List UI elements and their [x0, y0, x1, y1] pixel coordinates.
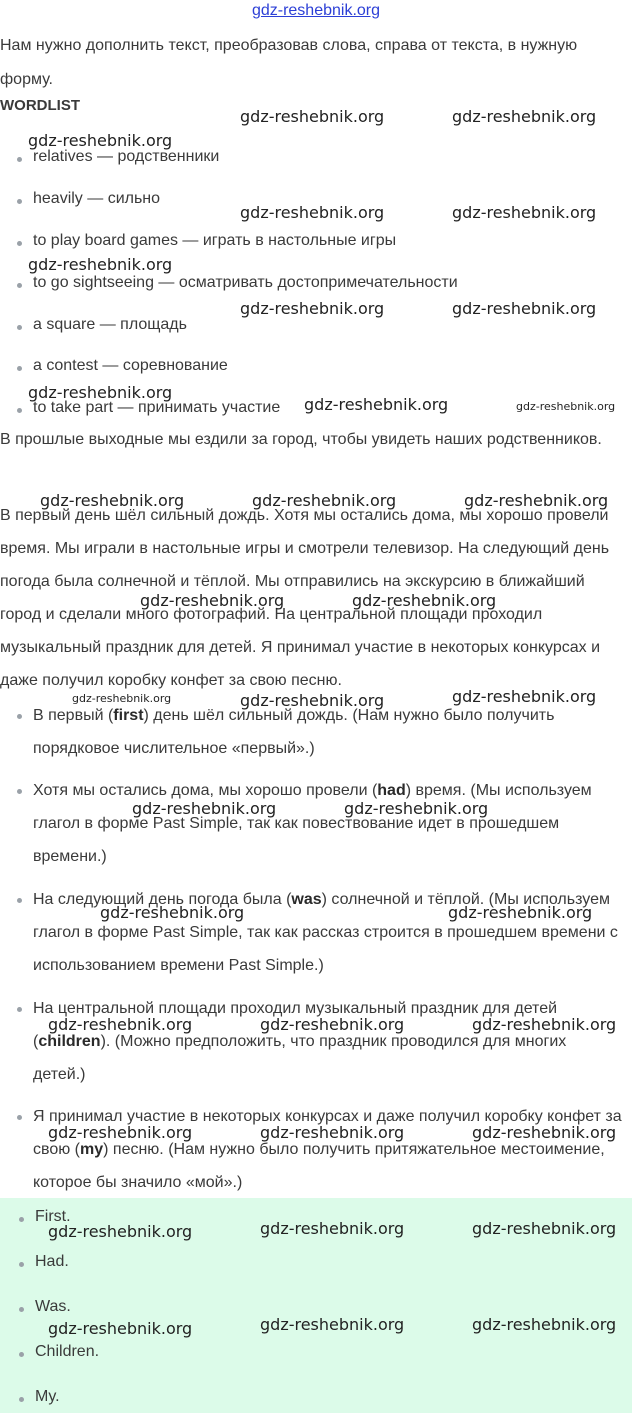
bullet-icon	[17, 898, 22, 903]
bullet-icon	[17, 1115, 22, 1120]
bullet-icon	[17, 714, 22, 719]
bullet-icon	[17, 199, 22, 204]
bullet-icon	[17, 366, 22, 371]
watermark-text: gdz-reshebnik.org	[72, 692, 172, 705]
watermark-text: gdz-reshebnik.org	[452, 203, 597, 222]
watermark-text: gdz-reshebnik.org	[304, 395, 449, 414]
answer-item: Children.	[35, 1343, 100, 1360]
wordlist-item: to take part — принимать участие	[33, 399, 281, 416]
explanation-item: Я принимал участие в некоторых конкурсах и даже получил коробку конфет за свою (my) песню. (Нам нужно было получить притяжательное местоимение, которое бы значило «мой».)	[33, 1108, 622, 1191]
watermark-text: gdz-reshebnik.org	[48, 1222, 193, 1241]
watermark-text: gdz-reshebnik.org	[452, 299, 597, 318]
story-paragraph-1: В прошлые выходные мы ездили за город, чтобы увидеть наших родственников.	[0, 431, 602, 448]
answer-item: My.	[35, 1388, 60, 1405]
answer-item: Had.	[35, 1253, 69, 1270]
bullet-icon	[19, 1217, 24, 1222]
wordlist-item: to go sightseeing — осматривать достопримечательности	[33, 274, 458, 291]
watermark-text: gdz-reshebnik.org	[28, 383, 173, 402]
wordlist-item: relatives — родственники	[33, 148, 220, 165]
watermark-text: gdz-reshebnik.org	[448, 903, 593, 922]
bullet-icon	[17, 325, 22, 330]
site-title-link[interactable]: gdz-reshebnik.org	[251, 2, 381, 19]
watermark-text: gdz-reshebnik.org	[452, 687, 597, 706]
watermark-text: gdz-reshebnik.org	[100, 903, 245, 922]
watermark-text: gdz-reshebnik.org	[516, 400, 616, 413]
bullet-icon	[19, 1352, 24, 1357]
wordlist-item: a square — площадь	[33, 316, 187, 333]
bullet-icon	[17, 241, 22, 246]
watermark-text: gdz-reshebnik.org	[472, 1315, 617, 1334]
watermark-text: gdz-reshebnik.org	[472, 1219, 617, 1238]
watermark-text: gdz-reshebnik.org	[40, 491, 185, 510]
watermark-text: gdz-reshebnik.org	[48, 1319, 193, 1338]
bullet-icon	[19, 1307, 24, 1312]
wordlist-item: to play board games — играть в настольные игры	[33, 232, 397, 249]
watermark-text: gdz-reshebnik.org	[240, 299, 385, 318]
bullet-icon	[17, 283, 22, 288]
watermark-text: gdz-reshebnik.org	[260, 1315, 405, 1334]
watermark-text: gdz-reshebnik.org	[260, 1015, 405, 1034]
bullet-icon	[19, 1262, 24, 1267]
answer-word: first	[113, 707, 144, 724]
watermark-text: gdz-reshebnik.org	[28, 131, 173, 150]
bullet-icon	[17, 789, 22, 794]
watermark-text: gdz-reshebnik.org	[260, 1123, 405, 1142]
watermark-text: gdz-reshebnik.org	[260, 1219, 405, 1238]
watermark-text: gdz-reshebnik.org	[464, 491, 609, 510]
explanation-item: На центральной площади проходил музыкальный праздник для детей (children). (Можно предположить, что праздник проводился для многих детей.)	[33, 1000, 567, 1083]
intro-text: Нам нужно дополнить текст, преобразовав слова, справа от текста, в нужную форму.	[0, 37, 578, 88]
watermark-text: gdz-reshebnik.org	[452, 107, 597, 126]
story-paragraph-2: В первый день шёл сильный дождь. Хотя мы остались дома, мы хорошо провели время. Мы играли в настольные игры и смотрели телевизор. На следующий день погода была солнечной и тёплой. Мы отправились на экскурсию в ближайший город и сделали много фотографий. На центральной площади проходил музыкальный праздник для детей. Я принимал участие в некоторых конкурсах и даже получил коробку конфет за свою песню.	[0, 507, 610, 689]
explanation-item: Хотя мы остались дома, мы хорошо провели (had) время. (Мы используем глагол в форме Past Simple, так как повествование идет в прошедшем времени.)	[33, 782, 592, 865]
watermark-text: gdz-reshebnik.org	[472, 1123, 617, 1142]
wordlist-item: heavily — сильно	[33, 190, 161, 207]
watermark-text: gdz-reshebnik.org	[240, 107, 385, 126]
answer-word: had	[377, 782, 406, 799]
watermark-text: gdz-reshebnik.org	[344, 799, 489, 818]
watermark-text: gdz-reshebnik.org	[240, 691, 385, 710]
bullet-icon	[17, 157, 22, 162]
wordlist-heading: WORDLIST	[0, 97, 80, 114]
answer-word: my	[80, 1141, 104, 1158]
explanation-item: На следующий день погода была (was) солнечной и тёплой. (Мы используем глагол в форме Past Simple, так как рассказ строится в прошедшем времени с использованием времени Past Simple.)	[33, 891, 618, 974]
answer-item: Was.	[35, 1298, 71, 1315]
bullet-icon	[19, 1397, 24, 1402]
bullet-icon	[17, 408, 22, 413]
watermark-text: gdz-reshebnik.org	[472, 1015, 617, 1034]
answer-item: First.	[35, 1208, 71, 1225]
bullet-icon	[17, 1007, 22, 1012]
watermark-text: gdz-reshebnik.org	[252, 491, 397, 510]
watermark-text: gdz-reshebnik.org	[240, 203, 385, 222]
answer-word: children	[38, 1033, 101, 1050]
watermark-text: gdz-reshebnik.org	[48, 1015, 193, 1034]
watermark-text: gdz-reshebnik.org	[48, 1123, 193, 1142]
wordlist-item: a contest — соревнование	[33, 357, 228, 374]
watermark-text: gdz-reshebnik.org	[132, 799, 277, 818]
watermark-text: gdz-reshebnik.org	[352, 591, 497, 610]
explanation-item: В первый (first) день шёл сильный дождь. (Нам нужно было получить порядковое числительное «первый».)	[33, 707, 555, 757]
watermark-text: gdz-reshebnik.org	[140, 591, 285, 610]
answer-word: was	[291, 891, 322, 908]
watermark-text: gdz-reshebnik.org	[28, 255, 173, 274]
